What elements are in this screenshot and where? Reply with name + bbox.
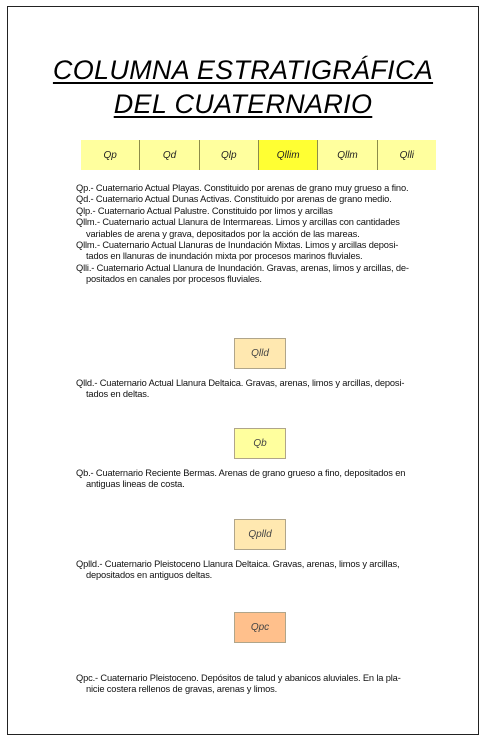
unit-description-qplld-line-2: depositados en antiguos deltas.	[86, 570, 213, 581]
unit-description-qpc-line-1: Qpc.- Cuaternario Pleistoceno. Depósitos de talud y abanicos aluviales. En la pla-	[76, 673, 401, 683]
description-qlli-line-2: positados en canales por procesos fluviales.	[86, 274, 262, 285]
legend-row	[81, 140, 436, 170]
unit-description-qlld-line-2: tados en deltas.	[86, 389, 150, 400]
unit-description-qb	[76, 468, 456, 491]
unit-description-qlld	[76, 378, 456, 401]
unit-description-qb-line-1: Qb.- Cuaternario Reciente Bermas. Arenas de grano grueso a fino, depositados en	[76, 468, 406, 478]
legend-cell-qd: Qd	[140, 140, 199, 170]
legend-cell-qlli: Qlli	[378, 140, 436, 170]
page-title-line-1: COLUMNA ESTRATIGRÁFICA	[52, 55, 434, 85]
description-qllm-line-2: tados en llanuras de inundación mixta por procesos marinos fluviales.	[86, 251, 363, 262]
description-qllm-line-1: Qllm.- Cuaternario Actual Llanuras de Inundación Mixtas. Limos y arcillas deposi-	[76, 240, 399, 251]
description-qlli-line-1: Qlli.- Cuaternario Actual Llanura de Inundación. Gravas, arenas, limos y arcillas, de-	[76, 262, 409, 273]
description-qp: Qp.- Cuaternario Actual Playas. Constituido por arenas de grano muy grueso a fino.	[76, 183, 409, 193]
unit-description-qpc	[76, 673, 456, 696]
unit-description-qpc-line-2: nicie costera rellenos de gravas, arenas y limos.	[86, 684, 278, 695]
legend-cell-qllim: Qllim	[259, 140, 318, 170]
description-qlp: Qlp.- Cuaternario Actual Palustre. Constituido por limos y arcillas	[76, 205, 333, 216]
description-block	[76, 183, 456, 286]
unit-description-qplld-line-1: Qplld.- Cuaternario Pleistoceno Llanura Deltaica. Gravas, arenas, limos y arcillas,	[76, 559, 400, 569]
legend-cell-qllm: Qllm	[318, 140, 377, 170]
document-page	[7, 6, 479, 735]
unit-description-qlld-line-1: Qlld.- Cuaternario Actual Llanura Deltaica. Gravas, arenas, limos y arcillas, deposi-	[76, 378, 405, 388]
unit-description-qplld	[76, 559, 456, 582]
legend-cell-qp: Qp	[81, 140, 140, 170]
description-qllim-line-1: Qllm.- Cuaternario actual Llanura de Intermareas. Limos y arcillas con cantidades	[76, 217, 400, 228]
legend-cell-qlp: Qlp	[200, 140, 259, 170]
unit-description-qb-line-2: antiguas lineas de costa.	[86, 479, 185, 490]
unit-box-qlld: Qlld	[234, 338, 286, 369]
unit-box-qb: Qb	[234, 428, 286, 459]
description-qllim-line-2: variables de arena y grava, depositados por la acción de las mareas.	[86, 228, 360, 239]
unit-box-qpc: Qpc	[234, 612, 286, 643]
page-title-line-2: DEL CUATERNARIO	[113, 89, 373, 119]
unit-box-qplld: Qplld	[234, 519, 286, 550]
description-qd: Qd.- Cuaternario Actual Dunas Activas. Constituido por arenas de grano medio.	[76, 194, 392, 205]
